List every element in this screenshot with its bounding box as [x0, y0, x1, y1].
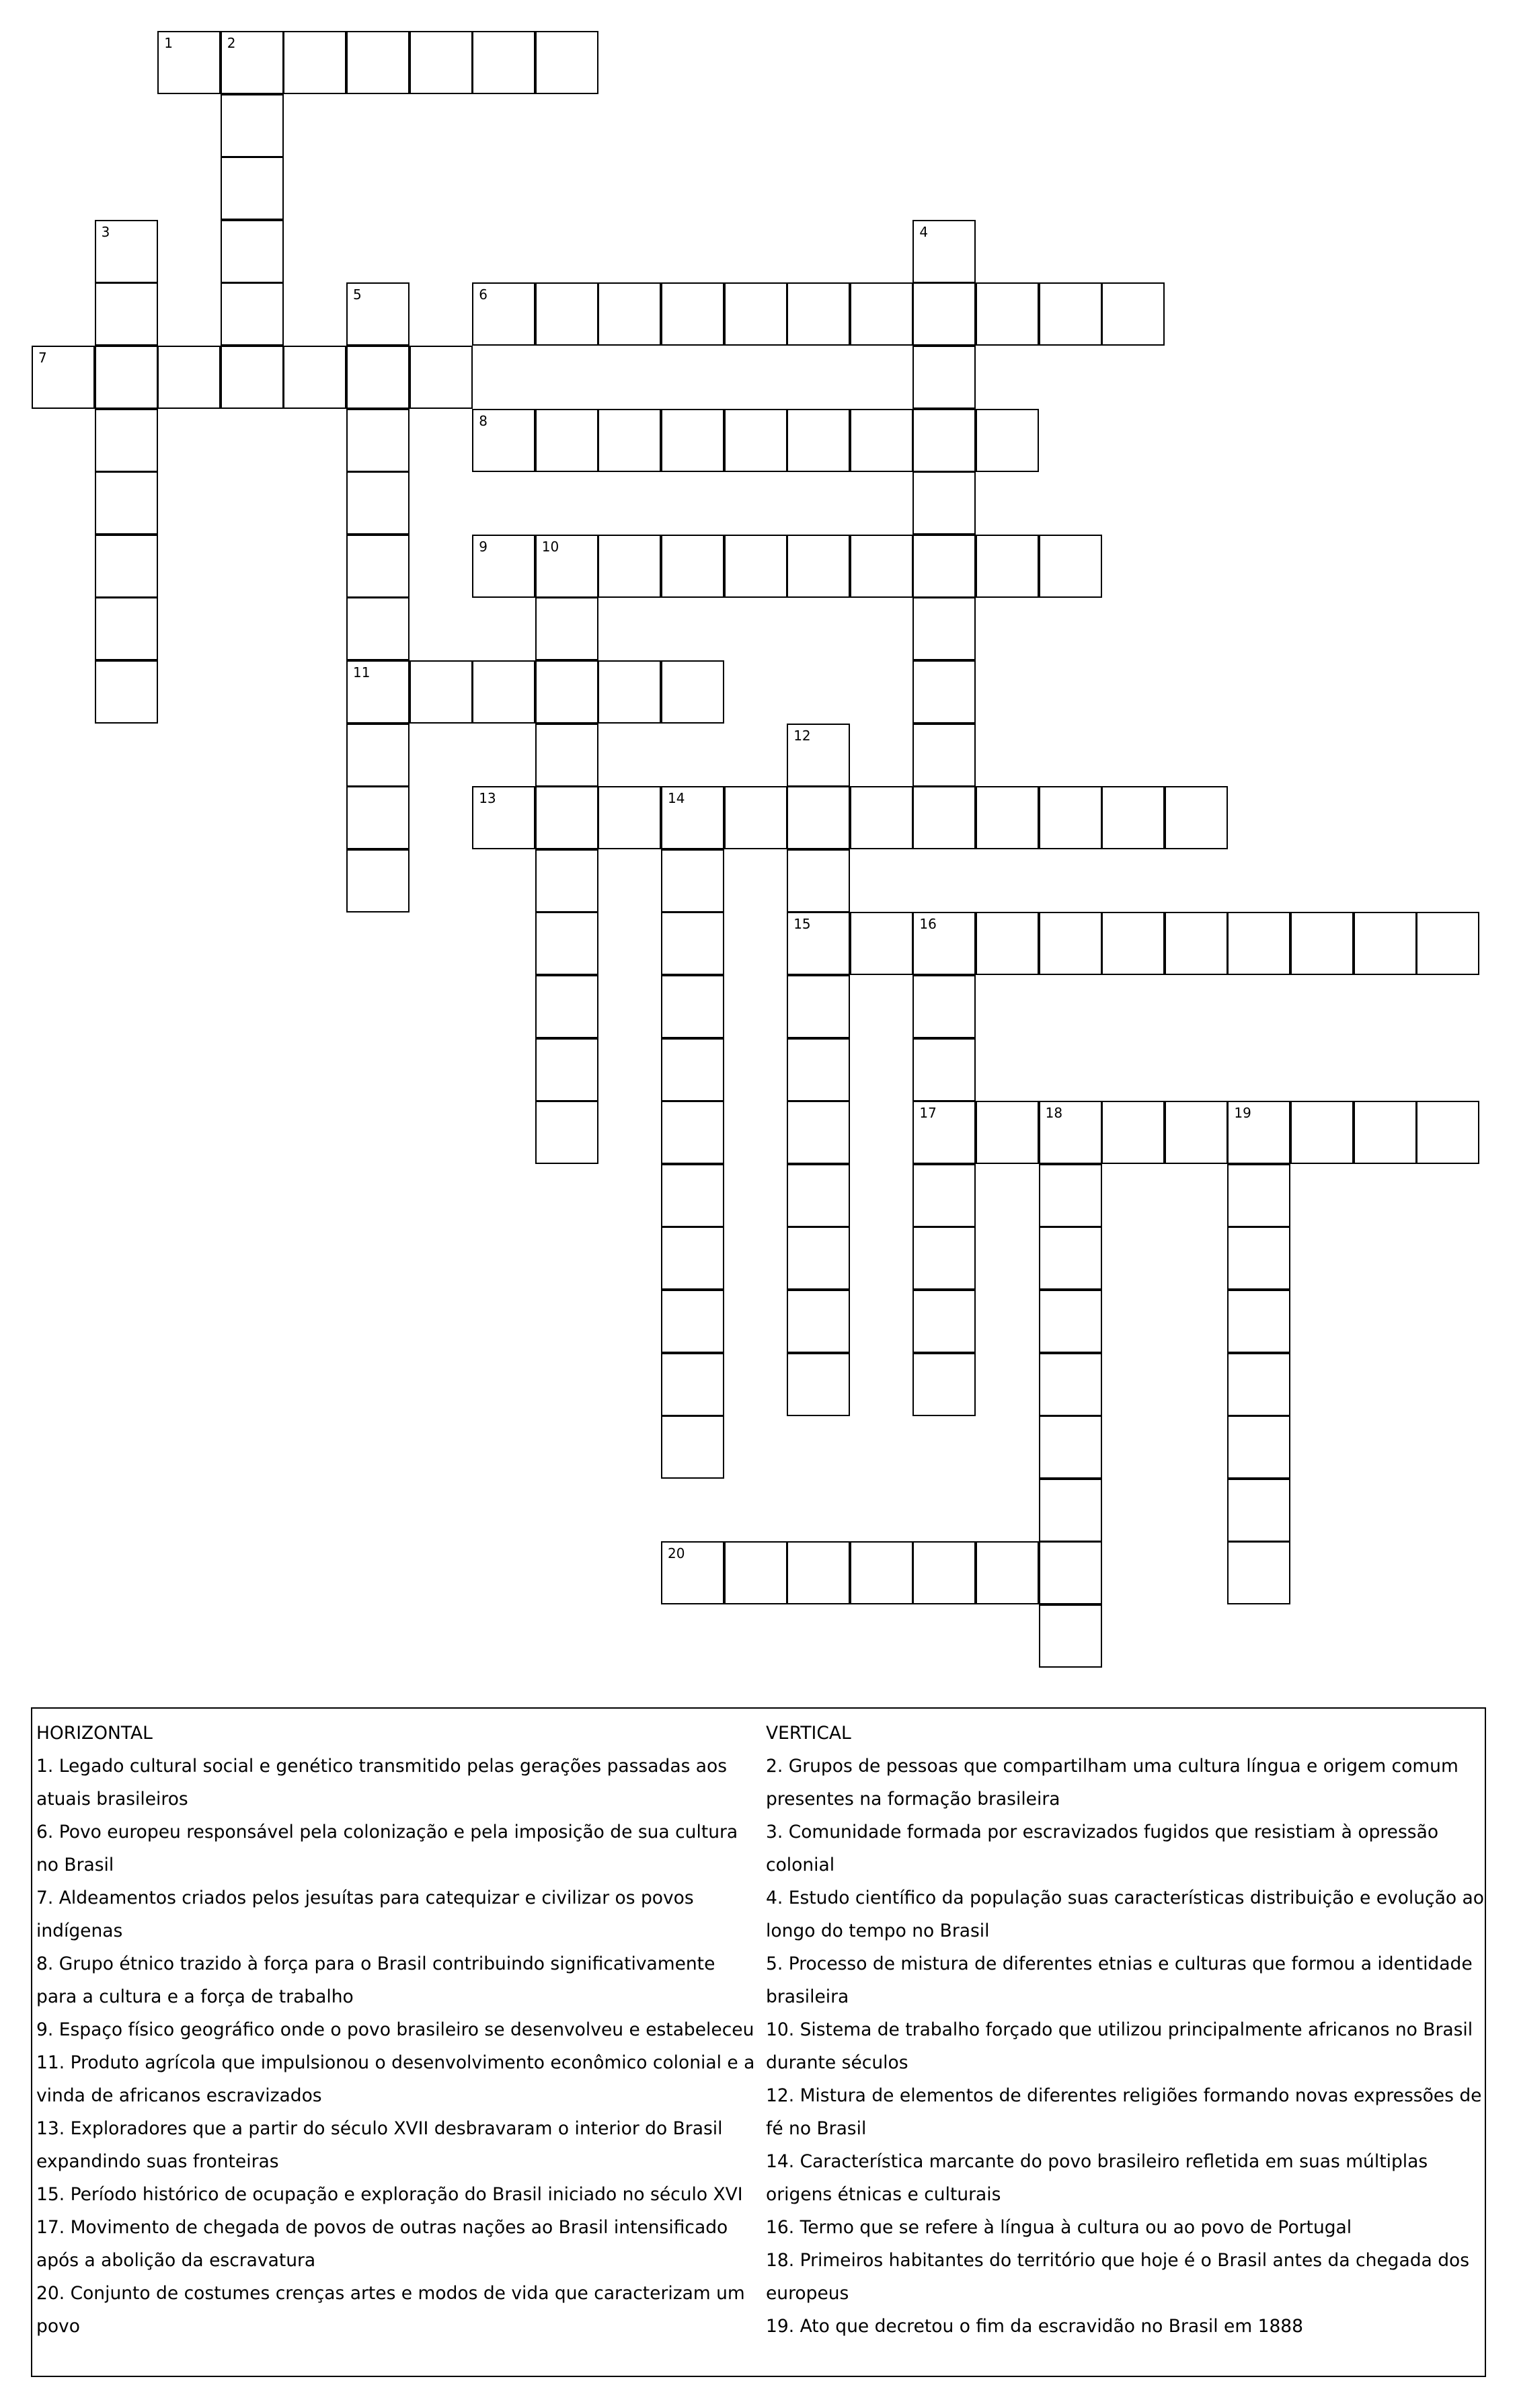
grid-cell[interactable]: [1039, 1101, 1102, 1164]
grid-cell[interactable]: [661, 786, 724, 849]
grid-cell[interactable]: [661, 1415, 724, 1479]
grid-cell[interactable]: [724, 535, 787, 598]
grid-cell[interactable]: [1101, 1101, 1165, 1164]
grid-cell[interactable]: [976, 409, 1039, 472]
vertical-clues-column: [766, 1717, 1485, 2343]
grid-cell[interactable]: [157, 346, 221, 409]
grid-cell[interactable]: [1416, 912, 1479, 975]
clues-box: [31, 1707, 1486, 2377]
grid-cell[interactable]: [912, 220, 976, 283]
grid-cell[interactable]: [346, 282, 410, 346]
grid-cell[interactable]: [787, 1541, 850, 1604]
grid-cell[interactable]: [346, 724, 410, 787]
grid-cell[interactable]: [1039, 1164, 1102, 1227]
grid-cell[interactable]: [221, 94, 284, 157]
grid-cell[interactable]: [661, 409, 724, 472]
grid-cell[interactable]: [724, 409, 787, 472]
grid-cell[interactable]: [1039, 786, 1102, 849]
grid-cell[interactable]: [976, 282, 1039, 346]
clue-number: 17: [919, 1105, 937, 1122]
grid-cell[interactable]: [912, 724, 976, 787]
grid-cell[interactable]: [976, 912, 1039, 975]
clue-number: 14: [668, 790, 685, 807]
grid-cell[interactable]: [1227, 912, 1290, 975]
grid-cell[interactable]: [912, 1541, 976, 1604]
grid-cell[interactable]: [472, 31, 535, 94]
clue-down-10: 10. Sistema de trabalho forçado que utilizou principalmente africanos no Brasil durante séculos: [766, 2019, 1473, 2073]
grid-cell[interactable]: [1227, 1353, 1290, 1416]
grid-cell[interactable]: [912, 1164, 976, 1227]
grid-cell[interactable]: [976, 1541, 1039, 1604]
grid-cell[interactable]: [1039, 1415, 1102, 1479]
grid-cell[interactable]: [1354, 1101, 1417, 1164]
clue-number: 13: [479, 790, 496, 807]
grid-cell[interactable]: [787, 1101, 850, 1164]
clue-number: 12: [793, 727, 811, 744]
grid-cell[interactable]: [850, 282, 913, 346]
grid-cell[interactable]: [1039, 535, 1102, 598]
grid-cell[interactable]: [1227, 1227, 1290, 1290]
grid-cell[interactable]: [787, 912, 850, 975]
grid-cell[interactable]: [787, 1227, 850, 1290]
grid-cell[interactable]: [535, 597, 598, 660]
clue-across-6: 6. Povo europeu responsável pela colonização e pela imposição de sua cultura no Brasil: [36, 1822, 738, 1875]
grid-cell[interactable]: [346, 346, 410, 409]
horizontal-clues-column: [36, 1717, 756, 2343]
clue-number: 16: [919, 916, 937, 933]
grid-cell[interactable]: [410, 346, 473, 409]
grid-cell[interactable]: [850, 786, 913, 849]
grid-cell[interactable]: [661, 1227, 724, 1290]
grid-cell[interactable]: [850, 409, 913, 472]
grid-cell[interactable]: [912, 975, 976, 1038]
grid-cell[interactable]: [535, 724, 598, 787]
grid-cell[interactable]: [598, 660, 661, 724]
grid-cell[interactable]: [535, 535, 598, 598]
grid-cell[interactable]: [535, 912, 598, 975]
grid-cell[interactable]: [1227, 1479, 1290, 1542]
grid-cell[interactable]: [598, 786, 661, 849]
clue-across-17: 17. Movimento de chegada de povos de outras nações ao Brasil intensificado após a abolição da escravatura: [36, 2217, 728, 2271]
grid-cell[interactable]: [724, 1541, 787, 1604]
grid-cell[interactable]: [787, 849, 850, 912]
grid-cell[interactable]: [346, 660, 410, 724]
clue-number: 4: [919, 223, 929, 240]
grid-cell[interactable]: [535, 1101, 598, 1164]
grid-cell[interactable]: [1039, 1479, 1102, 1542]
clue-number: 18: [1045, 1105, 1063, 1122]
grid-cell[interactable]: [221, 157, 284, 220]
grid-cell[interactable]: [95, 597, 158, 660]
grid-cell[interactable]: [346, 849, 410, 912]
grid-cell[interactable]: [346, 535, 410, 598]
clue-down-12: 12. Mistura de elementos de diferentes religiões formando novas expressões de fé no Brasil: [766, 2085, 1482, 2139]
grid-cell[interactable]: [1039, 912, 1102, 975]
grid-cell[interactable]: [598, 282, 661, 346]
clue-number: 3: [101, 223, 110, 240]
clue-across-9: 9. Espaço físico geográfico onde o povo brasileiro se desenvolveu e estabeleceu: [36, 2019, 754, 2040]
clue-down-14: 14. Característica marcante do povo brasileiro refletida em suas múltiplas origens étnicas e culturais: [766, 2151, 1428, 2205]
grid-cell[interactable]: [787, 786, 850, 849]
grid-cell[interactable]: [912, 1101, 976, 1164]
grid-cell[interactable]: [1227, 1164, 1290, 1227]
grid-cell[interactable]: [661, 535, 724, 598]
clue-across-20: 20. Conjunto de costumes crenças artes e modos de vida que caracterizam um povo: [36, 2283, 745, 2337]
grid-cell[interactable]: [850, 1541, 913, 1604]
horizontal-title: HORIZONTAL: [36, 1723, 153, 1744]
grid-cell[interactable]: [912, 1353, 976, 1416]
grid-cell[interactable]: [95, 346, 158, 409]
clue-down-18: 18. Primeiros habitantes do território que hoje é o Brasil antes da chegada dos europeus: [766, 2250, 1470, 2304]
grid-cell[interactable]: [1039, 1541, 1102, 1604]
clue-down-19: 19. Ato que decretou o fim da escravidão no Brasil em 1888: [766, 2316, 1304, 2337]
grid-cell[interactable]: [787, 1353, 850, 1416]
clue-number: 11: [353, 664, 371, 681]
clue-number: 19: [1234, 1105, 1251, 1122]
grid-cell[interactable]: [1039, 1227, 1102, 1290]
grid-cell[interactable]: [661, 849, 724, 912]
grid-cell[interactable]: [1165, 786, 1228, 849]
clue-number: 7: [38, 350, 47, 366]
grid-cell[interactable]: [661, 1101, 724, 1164]
grid-cell[interactable]: [787, 535, 850, 598]
grid-cell[interactable]: [661, 1164, 724, 1227]
grid-cell[interactable]: [1227, 1415, 1290, 1479]
grid-cell[interactable]: [472, 409, 535, 472]
grid-cell[interactable]: [95, 660, 158, 724]
grid-cell[interactable]: [221, 346, 284, 409]
grid-cell[interactable]: [472, 282, 535, 346]
clue-across-1: 1. Legado cultural social e genético transmitido pelas gerações passadas aos atuais brasileiros: [36, 1756, 728, 1810]
grid-cell[interactable]: [95, 471, 158, 535]
grid-cell[interactable]: [221, 282, 284, 346]
grid-cell[interactable]: [95, 220, 158, 283]
grid-cell[interactable]: [346, 471, 410, 535]
grid-cell[interactable]: [661, 1290, 724, 1353]
grid-cell[interactable]: [1227, 1541, 1290, 1604]
grid-cell[interactable]: [912, 912, 976, 975]
grid-cell[interactable]: [95, 409, 158, 472]
clue-down-16: 16. Termo que se refere à língua à cultura ou ao povo de Portugal: [766, 2217, 1352, 2238]
grid-cell[interactable]: [976, 786, 1039, 849]
grid-cell[interactable]: [1165, 1101, 1228, 1164]
grid-cell[interactable]: [472, 660, 535, 724]
grid-cell[interactable]: [1227, 1101, 1290, 1164]
grid-cell[interactable]: [912, 346, 976, 409]
grid-cell[interactable]: [1039, 1290, 1102, 1353]
grid-cell[interactable]: [912, 597, 976, 660]
clue-across-13: 13. Exploradores que a partir do século XVII desbravaram o interior do Brasil expandindo suas fronteiras: [36, 2118, 723, 2172]
clue-across-15: 15. Período histórico de ocupação e exploração do Brasil iniciado no século XVI: [36, 2184, 743, 2205]
grid-cell[interactable]: [912, 282, 976, 346]
clue-number: 2: [227, 35, 236, 51]
grid-cell[interactable]: [1290, 1101, 1354, 1164]
grid-cell[interactable]: [912, 786, 976, 849]
grid-cell[interactable]: [912, 1227, 976, 1290]
grid-cell[interactable]: [787, 409, 850, 472]
clue-down-4: 4. Estudo científico da população suas características distribuição e evolução ao longo do tempo no Brasil: [766, 1888, 1484, 1941]
grid-cell[interactable]: [283, 346, 346, 409]
grid-cell[interactable]: [787, 1164, 850, 1227]
clue-across-8: 8. Grupo étnico trazido à força para o Brasil contribuindo significativamente para a cultura e a força de trabalho: [36, 1953, 715, 2007]
clue-number: 6: [479, 286, 488, 303]
grid-cell[interactable]: [1354, 912, 1417, 975]
grid-cell[interactable]: [661, 1541, 724, 1604]
clue-number: 10: [541, 538, 559, 555]
clue-across-11: 11. Produto agrícola que impulsionou o desenvolvimento econômico colonial e a vinda de africanos escravizados: [36, 2052, 755, 2106]
clue-number: 1: [164, 35, 173, 51]
grid-cell[interactable]: [535, 31, 598, 94]
grid-cell[interactable]: [912, 409, 976, 472]
grid-cell[interactable]: [535, 282, 598, 346]
grid-cell[interactable]: [661, 1038, 724, 1101]
grid-cell[interactable]: [661, 1353, 724, 1416]
grid-cell[interactable]: [976, 535, 1039, 598]
vertical-title: VERTICAL: [766, 1723, 851, 1744]
grid-cell[interactable]: [410, 31, 473, 94]
grid-cell[interactable]: [346, 597, 410, 660]
grid-cell[interactable]: [1101, 282, 1165, 346]
grid-cell[interactable]: [850, 912, 913, 975]
grid-cell[interactable]: [976, 1101, 1039, 1164]
grid-cell[interactable]: [1416, 1101, 1479, 1164]
grid-cell[interactable]: [410, 660, 473, 724]
grid-cell[interactable]: [535, 1038, 598, 1101]
grid-cell[interactable]: [787, 282, 850, 346]
grid-cell[interactable]: [221, 31, 284, 94]
clue-number: 9: [479, 538, 488, 555]
grid-cell[interactable]: [535, 975, 598, 1038]
grid-cell[interactable]: [787, 975, 850, 1038]
grid-cell[interactable]: [912, 535, 976, 598]
grid-cell[interactable]: [787, 1290, 850, 1353]
grid-cell[interactable]: [661, 975, 724, 1038]
clue-down-3: 3. Comunidade formada por escravizados fugidos que resistiam à opressão colonial: [766, 1822, 1439, 1875]
grid-cell[interactable]: [283, 31, 346, 94]
grid-cell[interactable]: [32, 346, 95, 409]
grid-cell[interactable]: [346, 31, 410, 94]
grid-cell[interactable]: [912, 1038, 976, 1101]
clue-number: 8: [479, 412, 488, 429]
grid-cell[interactable]: [221, 220, 284, 283]
grid-cell[interactable]: [346, 786, 410, 849]
grid-cell[interactable]: [1290, 912, 1354, 975]
grid-cell[interactable]: [912, 1290, 976, 1353]
grid-cell[interactable]: [661, 660, 724, 724]
grid-cell[interactable]: [535, 409, 598, 472]
grid-cell[interactable]: [724, 282, 787, 346]
grid-cell[interactable]: [346, 409, 410, 472]
grid-cell[interactable]: [472, 786, 535, 849]
grid-cell[interactable]: [535, 660, 598, 724]
grid-cell[interactable]: [1039, 282, 1102, 346]
clue-across-7: 7. Aldeamentos criados pelos jesuítas para catequizar e civilizar os povos indígenas: [36, 1888, 694, 1941]
grid-cell[interactable]: [1101, 786, 1165, 849]
grid-cell[interactable]: [1227, 1290, 1290, 1353]
grid-cell[interactable]: [598, 535, 661, 598]
grid-cell[interactable]: [1039, 1604, 1102, 1668]
grid-cell[interactable]: [535, 786, 598, 849]
clue-number: 5: [353, 286, 362, 303]
grid-cell[interactable]: [912, 660, 976, 724]
grid-cell[interactable]: [661, 282, 724, 346]
grid-cell[interactable]: [472, 535, 535, 598]
grid-cell[interactable]: [661, 912, 724, 975]
clue-down-2: 2. Grupos de pessoas que compartilham uma cultura língua e origem comum presentes na formação brasileira: [766, 1756, 1458, 1810]
grid-cell[interactable]: [912, 471, 976, 535]
grid-cell[interactable]: [1101, 912, 1165, 975]
grid-cell[interactable]: [787, 1038, 850, 1101]
grid-cell[interactable]: [1165, 912, 1228, 975]
grid-cell[interactable]: [95, 282, 158, 346]
grid-cell[interactable]: [850, 535, 913, 598]
clue-down-5: 5. Processo de mistura de diferentes etnias e culturas que formou a identidade brasileira: [766, 1953, 1473, 2007]
grid-cell[interactable]: [535, 849, 598, 912]
grid-cell[interactable]: [787, 724, 850, 787]
grid-cell[interactable]: [1039, 1353, 1102, 1416]
clue-number: 15: [793, 916, 811, 933]
grid-cell[interactable]: [157, 31, 221, 94]
clue-number: 20: [668, 1545, 685, 1562]
grid-cell[interactable]: [598, 409, 661, 472]
grid-cell[interactable]: [724, 786, 787, 849]
grid-cell[interactable]: [95, 535, 158, 598]
